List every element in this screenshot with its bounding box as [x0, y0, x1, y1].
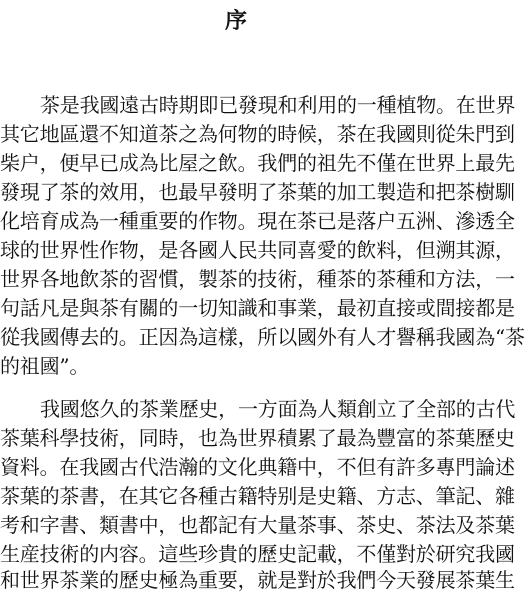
text-line: 句話凡是與茶有關的一切知識和事業，最初直接或間接都是 — [0, 296, 515, 320]
text-line: 茶是我國遠古時期即已發現和利用的一種植物。在世界 — [40, 93, 516, 117]
text-line: 茶葉的茶書，在其它各種古籍特别是史籍、方志、筆記、雜 — [0, 484, 515, 508]
text-line: 其它地區還不知道茶之為何物的時候，茶在我國則從朱門到 — [0, 122, 515, 146]
text-line: 化培育成為一種重要的作物。現在茶已是落户五洲、滲透全 — [0, 209, 515, 233]
text-line: 資料。在我國古代浩瀚的文化典籍中，不但有許多專門論述 — [0, 455, 515, 479]
text-line: 生産技術的内容。這些珍貴的歷史記載，不僅對於研究我國 — [0, 542, 515, 566]
text-line: 發現了茶的效用，也最早發明了茶葉的加工製造和把茶樹馴 — [0, 180, 515, 204]
text-line: 我國悠久的茶業歷史，一方面為人類創立了全部的古代 — [40, 397, 516, 421]
page-title: 序 — [224, 8, 247, 34]
text-line: 考和字書、類書中，也都記有大量茶事、茶史、茶法及茶葉 — [0, 513, 515, 537]
text-line: 從我國傳去的。正因為這樣，所以國外有人才譽稱我國為“茶 — [0, 325, 525, 349]
text-line: 世界各地飲茶的習慣，製茶的技術，種茶的茶種和方法，一 — [0, 267, 515, 291]
text-line: 球的世界性作物，是各國人民共同喜愛的飲料，但溯其源， — [0, 238, 515, 262]
text-line: 的祖國”。 — [0, 354, 90, 378]
text-line: 柴户，便早已成為比屋之飲。我們的祖先不僅在世界上最先 — [0, 151, 515, 175]
text-line: 茶葉科學技術，同時，也為世界積累了最為豐富的茶葉歷史 — [0, 426, 515, 450]
text-line: 和世界茶業的歷史極為重要，就是對於我們今天發展茶葉生 — [0, 568, 515, 592]
